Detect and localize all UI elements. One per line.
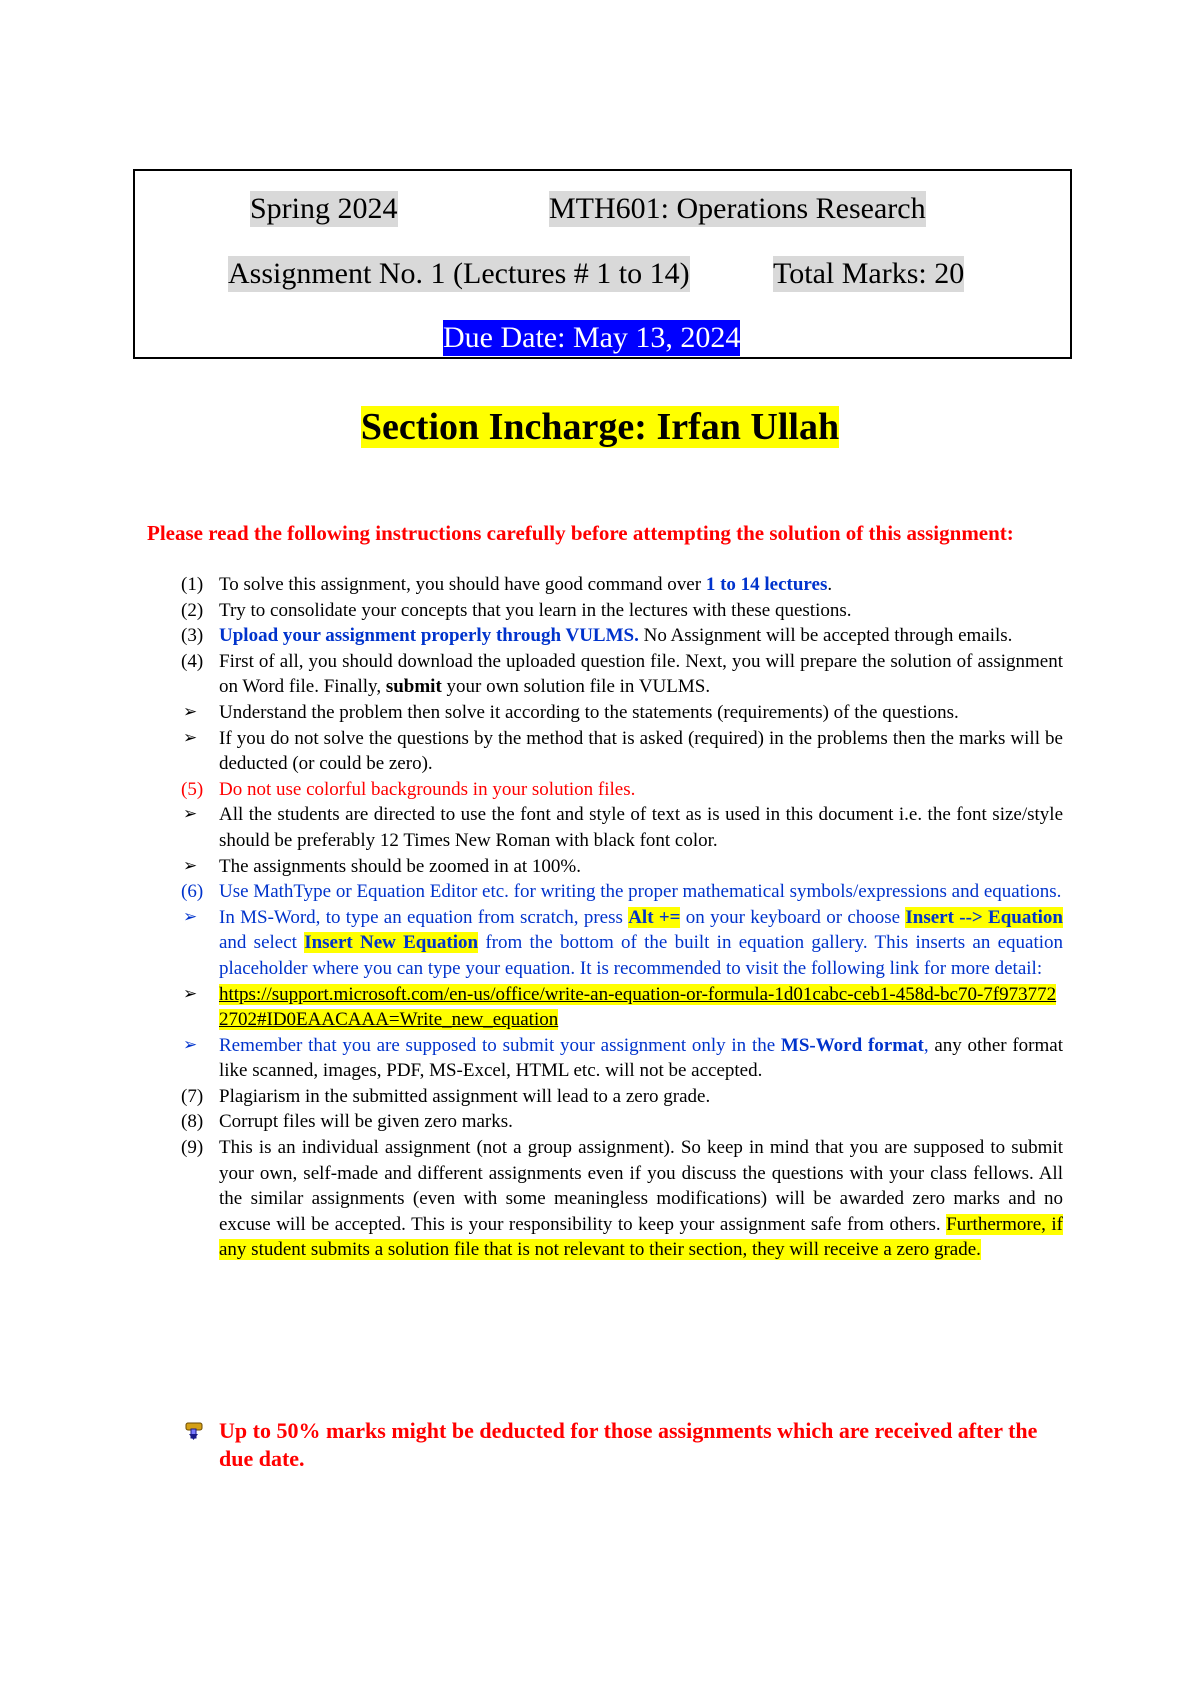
arrow-bullet-icon: ➢ (183, 855, 198, 876)
highlighted-warning: Furthermore, if any student submits a solution file that is not relevant to their section, they will receive a zero grade. (219, 1213, 1063, 1261)
instructions-list (147, 572, 1063, 1263)
list-item: (9) This is an individual assignment (not a group assignment). So keep in mind that you are supposed to submit your own, self-made and different assignments even if you discuss the questions with your class fellows. All the similar assignments (even with some meaningless modifications) will be awarded zero marks and no excuse will be accepted. This is your responsibility to keep your assignment safe from others. Furthermore, if any student submits a solution file that is not relevant to their section, they will receive a zero grade. (181, 1137, 1063, 1261)
list-item (147, 982, 1063, 1033)
list-item: (5) Do not use colorful backgrounds in your solution files. (147, 777, 1063, 803)
item-marker: (6) (181, 881, 204, 903)
section-incharge: Section Incharge: Irfan Ullah (360, 406, 840, 448)
list-item: ➢ All the students are directed to use the font and style of text as is used in this document i.e. the font size/style should be preferably 12 Times New Roman with black font color. (183, 804, 1063, 851)
list-item: (3) Upload your assignment properly through VULMS. No Assignment will be accepted through emails. (147, 623, 1063, 649)
arrow-bullet-icon: ➢ (183, 701, 198, 722)
item-marker: (5) (181, 778, 204, 800)
shortcut-key: Alt += (628, 906, 681, 928)
list-item: (7) Plagiarism in the submitted assignment will lead to a zero grade. (147, 1084, 1063, 1110)
arrow-bullet-icon: ➢ (183, 1034, 198, 1055)
menu-path: Insert --> Equation (905, 906, 1064, 928)
list-item: (4) First of all, you should download the uploaded question file. Next, you will prepare the solution of assignment on Word file. Finally, submit your own solution file in VULMS. (181, 650, 1063, 698)
course-title: MTH601: Operations Research (549, 192, 926, 225)
arrow-bullet-icon: ➢ (183, 727, 198, 748)
section-incharge-heading (0, 404, 1200, 450)
instructions-intro: Please read the following instructions carefully before attempting the solution of this assignment: (147, 521, 1014, 545)
assignment-label: Assignment No. 1 (Lectures # 1 to 14) (228, 257, 690, 290)
list-item: (6) Use MathType or Equation Editor etc. for writing the proper mathematical symbols/expressions and equations. (147, 879, 1063, 905)
item-marker: (9) (181, 1137, 204, 1159)
list-item: ➢ In MS-Word, to type an equation from scratch, press Alt += on your keyboard or choose Insert --> Equation and select Insert New Equation from the bottom of the built in equation gallery. This inserts an equation placeholder where you can type your equation. It is recommended to visit the following link for more detail: (183, 906, 1064, 979)
item-marker: (8) (181, 1111, 204, 1133)
semester-label: Spring 2024 (250, 192, 398, 225)
list-item: ➢ Understand the problem then solve it according to the statements (requirements) of the questions. (147, 700, 1063, 726)
late-submission-note: Up to 50% marks might be deducted for those assignments which are received after the due date. (147, 1417, 1063, 1473)
list-item: (2) Try to consolidate your concepts that you learn in the lectures with these questions. (147, 598, 1063, 624)
item-marker: (4) (181, 650, 204, 672)
arrow-bullet-icon: ➢ (183, 906, 198, 927)
arrow-bullet-icon: ➢ (183, 983, 198, 1004)
header-box (133, 169, 1072, 359)
item-marker: (7) (181, 1085, 204, 1107)
list-item: (1) To solve this assignment, you should have good command over 1 to 14 lectures. (147, 572, 1063, 598)
total-marks: Total Marks: 20 (773, 257, 965, 290)
list-item: ➢ If you do not solve the questions by the method that is asked (required) in the problems then the marks will be deducted (or could be zero). (183, 727, 1063, 775)
equation-help-link[interactable]: https://support.microsoft.com/en-us/office/write-an-equation-or-formula-1d01cabc-ceb1-458d-bc70-7f9737722702#ID0EAACAAA=Write_new_equation (219, 983, 1057, 1031)
list-item: (8) Corrupt files will be given zero marks. (147, 1109, 1063, 1135)
list-item: ➢ The assignments should be zoomed in at 100%. (147, 854, 1063, 880)
list-item: ➢ Remember that you are supposed to submit your assignment only in the MS-Word format, any other format like scanned, images, PDF, MS-Excel, HTML etc. will not be accepted. (183, 1034, 1063, 1082)
due-date: Due Date: May 13, 2024 (443, 321, 741, 354)
hand-pointer-down-icon (183, 1419, 205, 1441)
menu-option: Insert New Equation (304, 932, 479, 954)
item-marker: (2) (181, 599, 204, 621)
item-marker: (3) (181, 625, 204, 647)
arrow-bullet-icon: ➢ (183, 804, 198, 825)
item-marker: (1) (181, 574, 204, 595)
